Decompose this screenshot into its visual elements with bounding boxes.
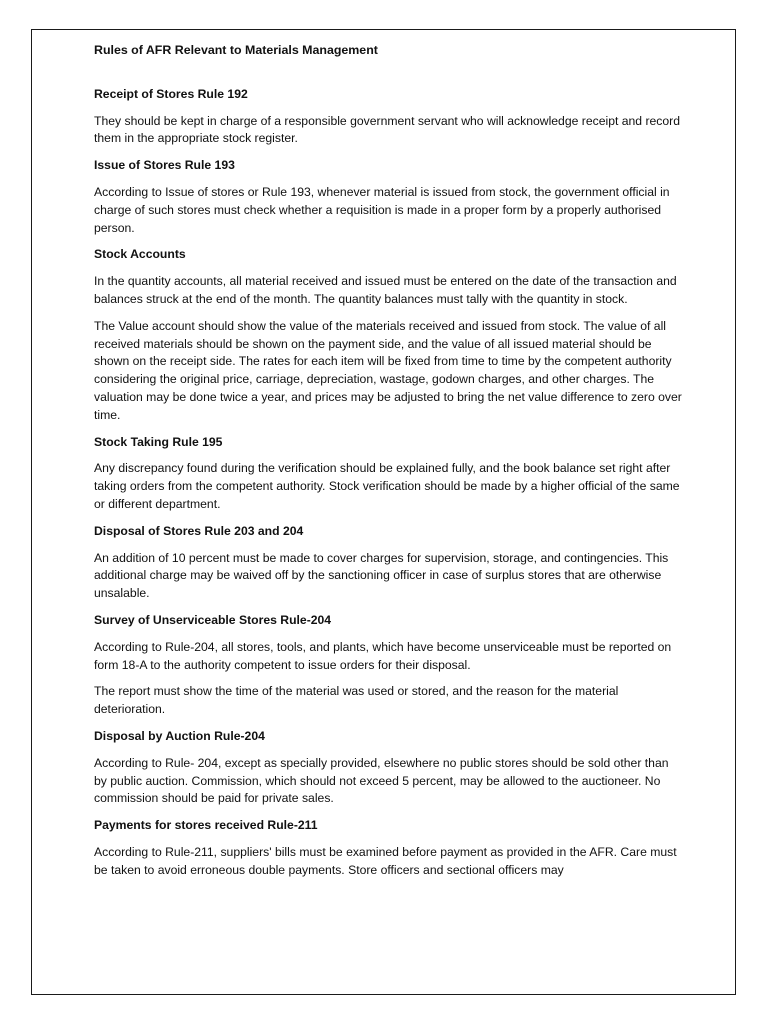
section-heading: Receipt of Stores Rule 192	[94, 86, 248, 101]
section-disposal-of-stores	[94, 523, 684, 603]
section-paragraph: They should be kept in charge of a responsible government servant who will acknowledge receipt and record them in the appropriate stock register.	[94, 113, 681, 146]
section-payments-for-stores	[94, 817, 684, 879]
section-paragraph: According to Rule-211, suppliers' bills must be examined before payment as provided in the AFR. Care must be taken to avoid erroneous double payments. Store officers and sectional officers may	[94, 844, 677, 877]
section-survey-unserviceable-stores	[94, 612, 684, 719]
section-paragraph: An addition of 10 percent must be made to cover charges for supervision, storage, and contingencies. This additional charge may be waived off by the sanctioning officer in case of surplus stores that are otherwise unsalable.	[94, 550, 669, 601]
section-receipt-of-stores	[94, 86, 684, 148]
section-paragraph: According to Rule-204, all stores, tools, and plants, which have become unserviceable must be reported on form 18-A to the authority competent to issue orders for their disposal.	[94, 639, 672, 672]
document-page	[31, 29, 736, 995]
section-paragraph: The Value account should show the value of the materials received and issued from stock. The value of all received materials should be shown on the payment side, and the value of all issued material should be shown on the receipt side. The rates for each item will be fixed from time to time by the competent authority considering the original price, carriage, depreciation, wastage, godown charges, and other charges. The valuation may be done twice a year, and prices may be adjusted to bring the net value difference to zero over time.	[94, 318, 682, 422]
section-disposal-by-auction	[94, 728, 684, 808]
section-stock-taking	[94, 434, 684, 514]
section-heading: Survey of Unserviceable Stores Rule-204	[94, 612, 332, 627]
section-heading: Stock Accounts	[94, 247, 186, 262]
section-heading: Stock Taking Rule 195	[94, 434, 223, 449]
document-content	[94, 42, 684, 888]
section-paragraph: According to Issue of stores or Rule 193, whenever material is issued from stock, the government official in charge of such stores must check whether a requisition is made in a proper form by a properly authorised person.	[94, 184, 670, 235]
section-heading: Payments for stores received Rule-211	[94, 818, 318, 833]
section-issue-of-stores	[94, 157, 684, 237]
document-title: Rules of AFR Relevant to Materials Management	[94, 43, 378, 57]
section-heading: Disposal of Stores Rule 203 and 204	[94, 523, 304, 538]
section-paragraph: The report must show the time of the material was used or stored, and the reason for the material deterioration.	[94, 684, 619, 717]
section-paragraph: According to Rule- 204, except as specially provided, elsewhere no public stores should be sold other than by public auction. Commission, which should not exceed 5 percent, may be allowed to the auctioneer. No commission should be paid for private sales.	[94, 755, 669, 806]
section-paragraph: Any discrepancy found during the verification should be explained fully, and the book balance set right after taking orders from the competent authority. Stock verification should be made by a higher official of the same or different department.	[94, 461, 680, 511]
section-stock-accounts	[94, 246, 684, 424]
section-heading: Disposal by Auction Rule-204	[94, 728, 265, 743]
section-heading: Issue of Stores Rule 193	[94, 158, 235, 173]
section-paragraph: In the quantity accounts, all material received and issued must be entered on the date of the transaction and balances struck at the end of the month. The quantity balances must tally with the quantity in stock.	[94, 274, 677, 306]
